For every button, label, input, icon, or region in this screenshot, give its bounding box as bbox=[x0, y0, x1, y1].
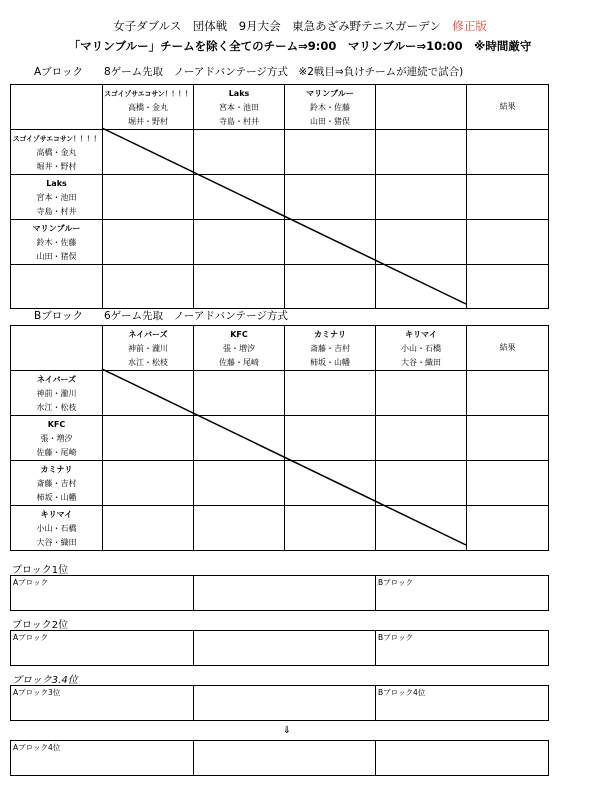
score-cell[interactable] bbox=[376, 130, 467, 175]
block-b-heading: Bブロック 6ゲーム先取 ノーアドバンテージ方式 bbox=[34, 310, 288, 322]
score-cell[interactable] bbox=[103, 416, 194, 461]
score-cell[interactable] bbox=[103, 506, 194, 551]
final-table-2nd bbox=[10, 630, 549, 666]
score-cell[interactable] bbox=[376, 506, 467, 551]
score-cell[interactable] bbox=[103, 461, 194, 506]
score-cell[interactable] bbox=[285, 265, 376, 309]
final-right-slot[interactable]: Bブロック bbox=[376, 631, 549, 666]
score-cell[interactable] bbox=[376, 175, 467, 220]
final-right-slot[interactable]: Bブロック bbox=[376, 576, 549, 611]
final-left-slot[interactable]: Aブロック bbox=[11, 631, 194, 666]
block-a-table bbox=[10, 84, 549, 309]
score-cell[interactable] bbox=[194, 220, 285, 265]
result-cell[interactable] bbox=[467, 416, 549, 461]
score-cell[interactable] bbox=[194, 506, 285, 551]
column-header-team: キリマイ 小山・石橋 大谷・織田 bbox=[376, 326, 467, 371]
final-table-3rd-4th bbox=[10, 685, 549, 721]
down-arrow-icon: ⇓ bbox=[282, 725, 292, 736]
score-cell[interactable] bbox=[194, 371, 285, 416]
score-cell[interactable] bbox=[285, 506, 376, 551]
schedule-note: 「マリンブルー」チームを除く全てのチーム⇒9:00 マリンブルー⇒10:00 ※時間厳守 bbox=[68, 39, 532, 53]
final-score-slot[interactable] bbox=[194, 741, 376, 776]
column-header-team: Laks 宮本・池田 寺島・村井 bbox=[194, 85, 285, 130]
score-cell[interactable] bbox=[194, 461, 285, 506]
final-heading-3rd-4th: ブロック3.4位 bbox=[12, 675, 78, 686]
final-table-next bbox=[10, 740, 549, 776]
score-cell[interactable] bbox=[103, 220, 194, 265]
score-cell[interactable] bbox=[285, 175, 376, 220]
final-heading-2nd: ブロック2位 bbox=[12, 620, 69, 631]
score-cell[interactable] bbox=[376, 220, 467, 265]
final-score-slot[interactable] bbox=[194, 686, 376, 721]
result-header: 結果 bbox=[467, 326, 549, 371]
column-header-empty bbox=[376, 85, 467, 130]
score-cell[interactable] bbox=[103, 265, 194, 309]
column-header-team: マリンブルー 鈴木・佐藤 山田・猪俣 bbox=[285, 85, 376, 130]
result-cell[interactable] bbox=[467, 175, 549, 220]
score-cell[interactable] bbox=[285, 371, 376, 416]
final-right-slot[interactable] bbox=[376, 741, 549, 776]
page-title bbox=[0, 18, 600, 34]
final-left-slot[interactable]: Aブロック bbox=[11, 576, 194, 611]
result-cell[interactable] bbox=[467, 461, 549, 506]
score-cell[interactable] bbox=[376, 416, 467, 461]
revision-label: 修正版 bbox=[452, 19, 487, 33]
result-cell[interactable] bbox=[467, 506, 549, 551]
row-header-team: Laks 宮本・池田 寺島・村井 bbox=[11, 175, 103, 220]
final-left-slot[interactable]: Aブロック4位 bbox=[11, 741, 194, 776]
final-score-slot[interactable] bbox=[194, 576, 376, 611]
row-header-empty bbox=[11, 265, 103, 309]
score-cell[interactable] bbox=[376, 461, 467, 506]
title-main: 女子ダブルス 団体戦 9月大会 東急あざみ野テニスガーデン bbox=[113, 19, 453, 33]
score-cell[interactable] bbox=[285, 130, 376, 175]
final-score-slot[interactable] bbox=[194, 631, 376, 666]
score-cell[interactable] bbox=[103, 130, 194, 175]
final-right-slot[interactable]: Bブロック4位 bbox=[376, 686, 549, 721]
corner-cell bbox=[11, 85, 103, 130]
result-header: 結果 bbox=[467, 85, 549, 130]
row-header-team: ネイバーズ 神前・瀧川 水江・松枝 bbox=[11, 371, 103, 416]
score-cell[interactable] bbox=[194, 265, 285, 309]
score-cell[interactable] bbox=[194, 175, 285, 220]
column-header-team: スゴイゾサエコサン！！！！ 高橋・金丸 堀井・野村 bbox=[103, 85, 194, 130]
score-cell[interactable] bbox=[376, 371, 467, 416]
score-cell[interactable] bbox=[194, 130, 285, 175]
column-header-team: KFC 張・増汐 佐藤・尾崎 bbox=[194, 326, 285, 371]
result-cell[interactable] bbox=[467, 130, 549, 175]
score-cell[interactable] bbox=[376, 265, 467, 309]
score-cell[interactable] bbox=[285, 416, 376, 461]
score-cell[interactable] bbox=[285, 461, 376, 506]
row-header-team: キリマイ 小山・石橋 大谷・織田 bbox=[11, 506, 103, 551]
column-header-team: カミナリ 斎藤・吉村 柿坂・山幡 bbox=[285, 326, 376, 371]
final-heading-1st: ブロック1位 bbox=[12, 565, 69, 576]
row-header-team: カミナリ 斎藤・吉村 柿坂・山幡 bbox=[11, 461, 103, 506]
block-b-table bbox=[10, 325, 549, 551]
final-table-1st bbox=[10, 575, 549, 611]
row-header-team: スゴイゾサエコサン！！！！ 高橋・金丸 堀井・野村 bbox=[11, 130, 103, 175]
block-a-heading: Aブロック 8ゲーム先取 ノーアドバンテージ方式 ※2戦目⇒負けチームが連続で試合) bbox=[34, 66, 464, 78]
corner-cell bbox=[11, 326, 103, 371]
final-left-slot[interactable]: Aブロック3位 bbox=[11, 686, 194, 721]
row-header-team: KFC 張・増汐 佐藤・尾崎 bbox=[11, 416, 103, 461]
result-cell[interactable] bbox=[467, 371, 549, 416]
score-cell[interactable] bbox=[103, 175, 194, 220]
score-cell[interactable] bbox=[285, 220, 376, 265]
row-header-team: マリンブルー 鈴木・佐藤 山田・猪俣 bbox=[11, 220, 103, 265]
result-cell[interactable] bbox=[467, 220, 549, 265]
score-cell[interactable] bbox=[103, 371, 194, 416]
score-cell[interactable] bbox=[194, 416, 285, 461]
column-header-team: ネイバーズ 神前・瀧川 水江・松枝 bbox=[103, 326, 194, 371]
result-cell[interactable] bbox=[467, 265, 549, 309]
